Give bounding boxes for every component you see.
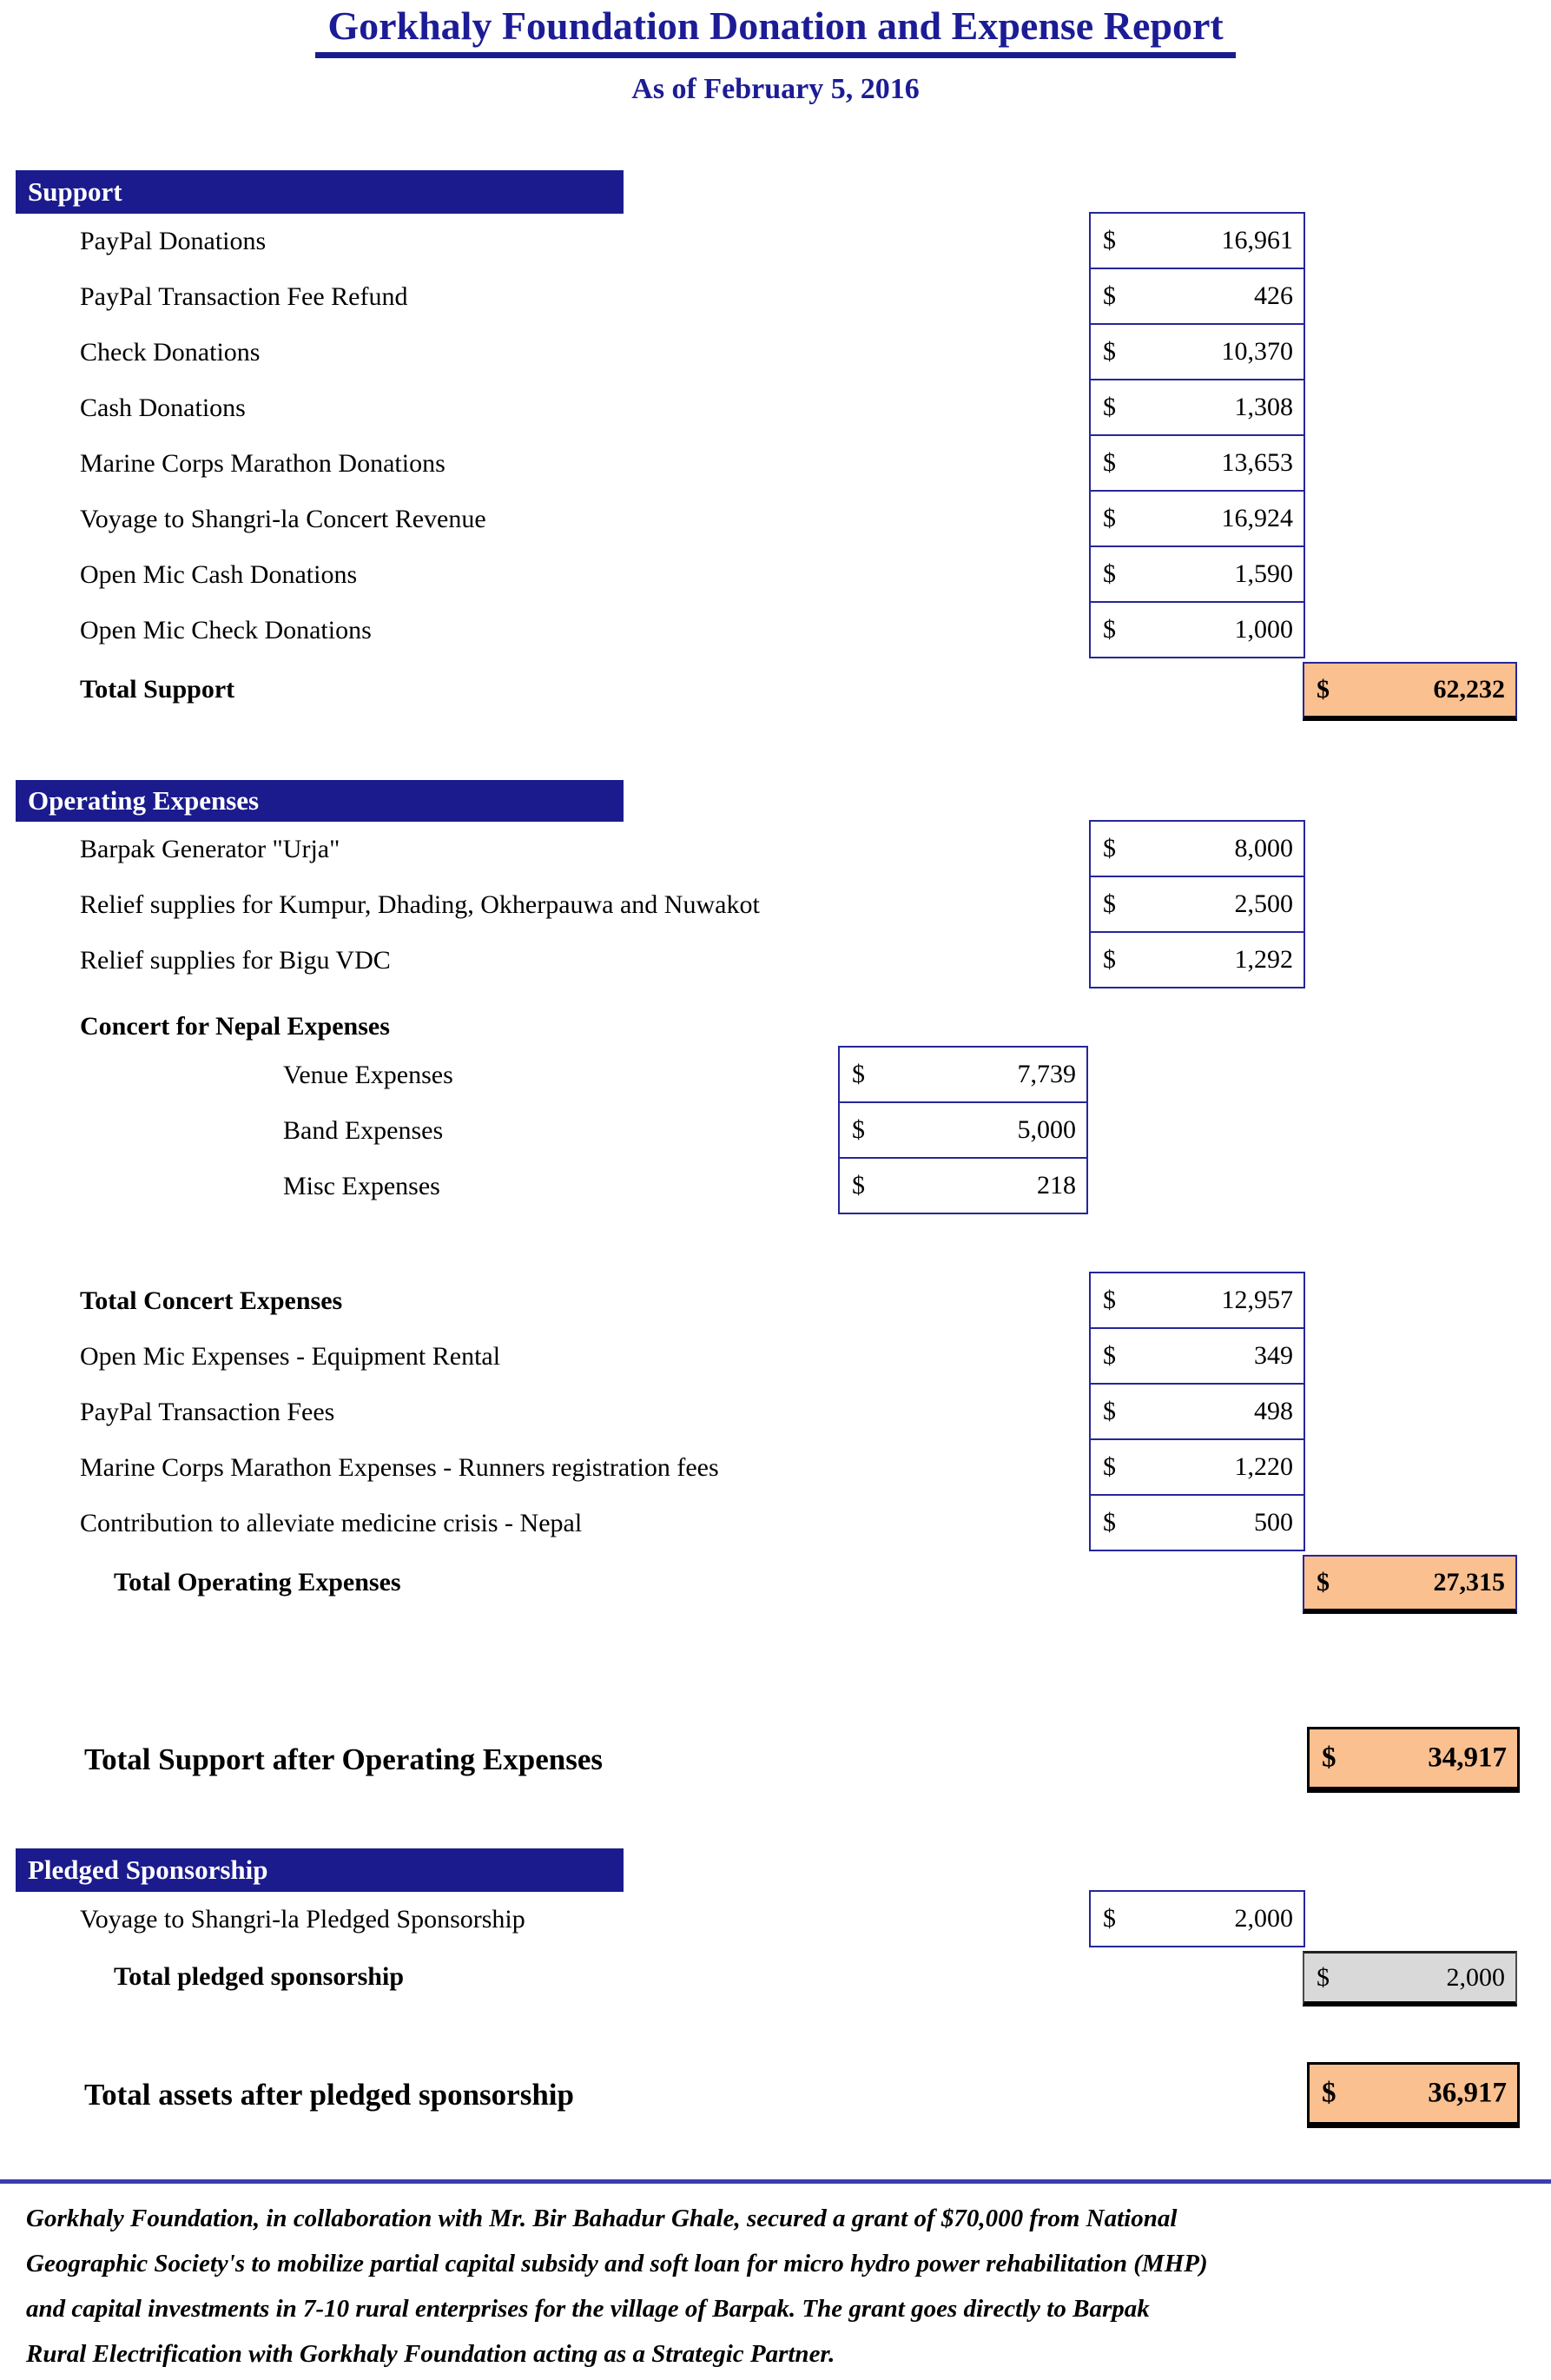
currency-symbol: $ <box>1317 1962 1330 1992</box>
amount-value: 8,000 <box>1234 834 1293 863</box>
footer-line: Rural Electrification with Gorkhaly Foundation acting as a Strategic Partner. <box>26 2340 835 2369</box>
row-label: Band Expenses <box>283 1116 444 1146</box>
currency-symbol: $ <box>1103 337 1116 367</box>
table-row <box>0 933 1551 988</box>
amount-cell <box>1089 876 1305 933</box>
section-header-label: Operating Expenses <box>28 785 260 816</box>
amount-value: 12,957 <box>1221 1286 1293 1315</box>
currency-symbol: $ <box>1103 1904 1116 1934</box>
amount-value: 218 <box>1037 1171 1076 1200</box>
row-label: Open Mic Check Donations <box>80 616 372 645</box>
spacer <box>0 1614 1551 1727</box>
spacer <box>0 1793 1551 1848</box>
row-label: Barpak Generator "Urja" <box>80 835 340 864</box>
section-header-label: Pledged Sponsorship <box>28 1854 268 1886</box>
table-row <box>0 380 1551 436</box>
summary-amount-cell <box>1307 2062 1520 2128</box>
row-label: Cash Donations <box>80 393 246 423</box>
amount-value: 34,917 <box>1428 1742 1507 1774</box>
currency-symbol: $ <box>1322 2077 1336 2109</box>
amount-value: 16,924 <box>1221 504 1293 533</box>
amount-value: 62,232 <box>1433 675 1505 704</box>
amount-cell <box>1089 931 1305 988</box>
amount-value: 7,739 <box>1017 1060 1076 1089</box>
row-label: Check Donations <box>80 338 261 367</box>
total-amount-cell <box>1303 662 1517 721</box>
table-row <box>0 1385 1551 1440</box>
amount-cell <box>1089 820 1305 877</box>
total-amount-cell <box>1303 1555 1517 1614</box>
amount-cell <box>1089 1327 1305 1385</box>
currency-symbol: $ <box>1103 448 1116 478</box>
currency-symbol: $ <box>852 1060 865 1089</box>
row-label: Relief supplies for Kumpur, Dhading, Okherpauwa and Nuwakot <box>80 890 760 920</box>
table-row <box>0 1273 1551 1329</box>
summary-row-support-after-expenses <box>0 1727 1551 1793</box>
amount-value: 1,308 <box>1234 393 1293 422</box>
footer-line: Gorkhaly Foundation, in collaboration with Mr. Bir Bahadur Ghale, secured a grant of $70,000 from National <box>26 2205 1178 2233</box>
amount-cell <box>1089 434 1305 492</box>
amount-value: 426 <box>1254 281 1293 311</box>
section-header-support <box>16 170 624 214</box>
currency-symbol: $ <box>1103 1508 1116 1537</box>
row-label: Voyage to Shangri-la Pledged Sponsorship <box>80 1905 525 1934</box>
amount-value: 10,370 <box>1221 337 1293 367</box>
amount-value: 1,220 <box>1234 1452 1293 1482</box>
total-row-operating <box>0 1551 1551 1614</box>
currency-symbol: $ <box>1317 675 1330 704</box>
amount-value: 2,500 <box>1234 889 1293 919</box>
table-row <box>0 1496 1551 1551</box>
table-row <box>0 214 1551 269</box>
table-row <box>0 1329 1551 1385</box>
amount-cell <box>1089 268 1305 325</box>
row-label: Venue Expenses <box>283 1061 453 1090</box>
amount-value: 498 <box>1254 1397 1293 1426</box>
summary-amount-cell <box>1307 1727 1520 1793</box>
section-header-pledged <box>16 1848 624 1892</box>
amount-value: 349 <box>1254 1341 1293 1371</box>
amount-cell <box>1089 601 1305 658</box>
amount-value: 500 <box>1254 1508 1293 1537</box>
amount-cell <box>1089 1272 1305 1329</box>
amount-value: 5,000 <box>1017 1115 1076 1145</box>
section-header-label: Support <box>28 176 122 208</box>
amount-value: 2,000 <box>1234 1904 1293 1934</box>
amount-cell <box>1089 379 1305 436</box>
currency-symbol: $ <box>1103 281 1116 311</box>
currency-symbol: $ <box>1103 226 1116 255</box>
amount-value: 1,000 <box>1234 615 1293 645</box>
table-row <box>0 1892 1551 1947</box>
amount-cell <box>838 1046 1088 1103</box>
amount-cell <box>1089 212 1305 269</box>
footer-note <box>0 2179 1551 2377</box>
row-label: Marine Corps Marathon Donations <box>80 449 446 479</box>
amount-cell <box>1089 1890 1305 1947</box>
summary-row-total-assets <box>0 2062 1551 2128</box>
amount-value: 27,315 <box>1433 1568 1505 1597</box>
total-label: Total Operating Expenses <box>114 1568 401 1597</box>
table-row <box>0 325 1551 380</box>
amount-cell <box>838 1157 1088 1214</box>
page-title: Gorkhaly Foundation Donation and Expense Report <box>315 5 1235 58</box>
amount-cell <box>1089 1438 1305 1496</box>
group-header-row <box>0 1006 1551 1048</box>
table-row <box>0 269 1551 325</box>
currency-symbol: $ <box>852 1171 865 1200</box>
amount-value: 1,292 <box>1234 945 1293 975</box>
currency-symbol: $ <box>1322 1742 1336 1774</box>
currency-symbol: $ <box>1103 1452 1116 1482</box>
row-label: Misc Expenses <box>283 1172 440 1201</box>
currency-symbol: $ <box>1103 889 1116 919</box>
amount-cell <box>1089 490 1305 547</box>
total-label: Total Support <box>80 675 235 704</box>
amount-cell <box>838 1101 1088 1159</box>
total-amount-cell <box>1303 1951 1517 2006</box>
table-row <box>0 1159 1551 1214</box>
row-label: Contribution to alleviate medicine crisis - Nepal <box>80 1509 583 1538</box>
row-label: Open Mic Cash Donations <box>80 560 358 590</box>
table-row <box>0 603 1551 658</box>
amount-cell <box>1089 1383 1305 1440</box>
row-label: PayPal Transaction Fees <box>80 1398 335 1427</box>
total-row-support <box>0 658 1551 721</box>
currency-symbol: $ <box>1103 393 1116 422</box>
amount-cell <box>1089 323 1305 380</box>
spacer <box>0 2128 1551 2179</box>
amount-value: 16,961 <box>1221 226 1293 255</box>
amount-cell <box>1089 545 1305 603</box>
table-row <box>0 547 1551 603</box>
total-label: Total pledged sponsorship <box>114 1962 405 1992</box>
spacer <box>0 721 1551 780</box>
currency-symbol: $ <box>1317 1568 1330 1597</box>
spacer <box>0 1214 1551 1273</box>
row-label: PayPal Donations <box>80 227 267 256</box>
amount-cell <box>1089 1494 1305 1551</box>
footer-line: Geographic Society's to mobilize partial capital subsidy and soft loan for micro hydro power rehabilitation (MHP) <box>26 2250 1208 2278</box>
summary-label: Total assets after pledged sponsorship <box>84 2078 574 2112</box>
currency-symbol: $ <box>1103 945 1116 975</box>
row-label: Open Mic Expenses - Equipment Rental <box>80 1342 501 1372</box>
summary-label: Total Support after Operating Expenses <box>84 1742 603 1777</box>
total-row-pledged <box>0 1947 1551 2006</box>
currency-symbol: $ <box>852 1115 865 1145</box>
row-label: PayPal Transaction Fee Refund <box>80 282 408 312</box>
table-row <box>0 822 1551 877</box>
table-row <box>0 492 1551 547</box>
table-row <box>0 1440 1551 1496</box>
report-date: As of February 5, 2016 <box>631 73 920 106</box>
amount-value: 13,653 <box>1221 448 1293 478</box>
table-row <box>0 877 1551 933</box>
currency-symbol: $ <box>1103 1286 1116 1315</box>
amount-value: 2,000 <box>1446 1962 1505 1992</box>
group-label: Concert for Nepal Expenses <box>80 1012 390 1041</box>
spacer <box>0 107 1551 170</box>
currency-symbol: $ <box>1103 1341 1116 1371</box>
footer-line: and capital investments in 7-10 rural enterprises for the village of Barpak. The grant goes directly to Barpak <box>26 2295 1150 2324</box>
table-row <box>0 1103 1551 1159</box>
table-row <box>0 1048 1551 1103</box>
row-label: Voyage to Shangri-la Concert Revenue <box>80 505 486 534</box>
currency-symbol: $ <box>1103 1397 1116 1426</box>
currency-symbol: $ <box>1103 504 1116 533</box>
amount-value: 1,590 <box>1234 559 1293 589</box>
amount-value: 36,917 <box>1428 2077 1507 2109</box>
currency-symbol: $ <box>1103 834 1116 863</box>
table-row <box>0 436 1551 492</box>
spacer <box>0 2006 1551 2062</box>
row-label: Marine Corps Marathon Expenses - Runners registration fees <box>80 1453 719 1483</box>
currency-symbol: $ <box>1103 615 1116 645</box>
section-header-operating <box>16 780 624 822</box>
currency-symbol: $ <box>1103 559 1116 589</box>
report-header <box>0 0 1551 58</box>
row-label: Relief supplies for Bigu VDC <box>80 946 391 975</box>
row-label: Total Concert Expenses <box>80 1286 343 1316</box>
